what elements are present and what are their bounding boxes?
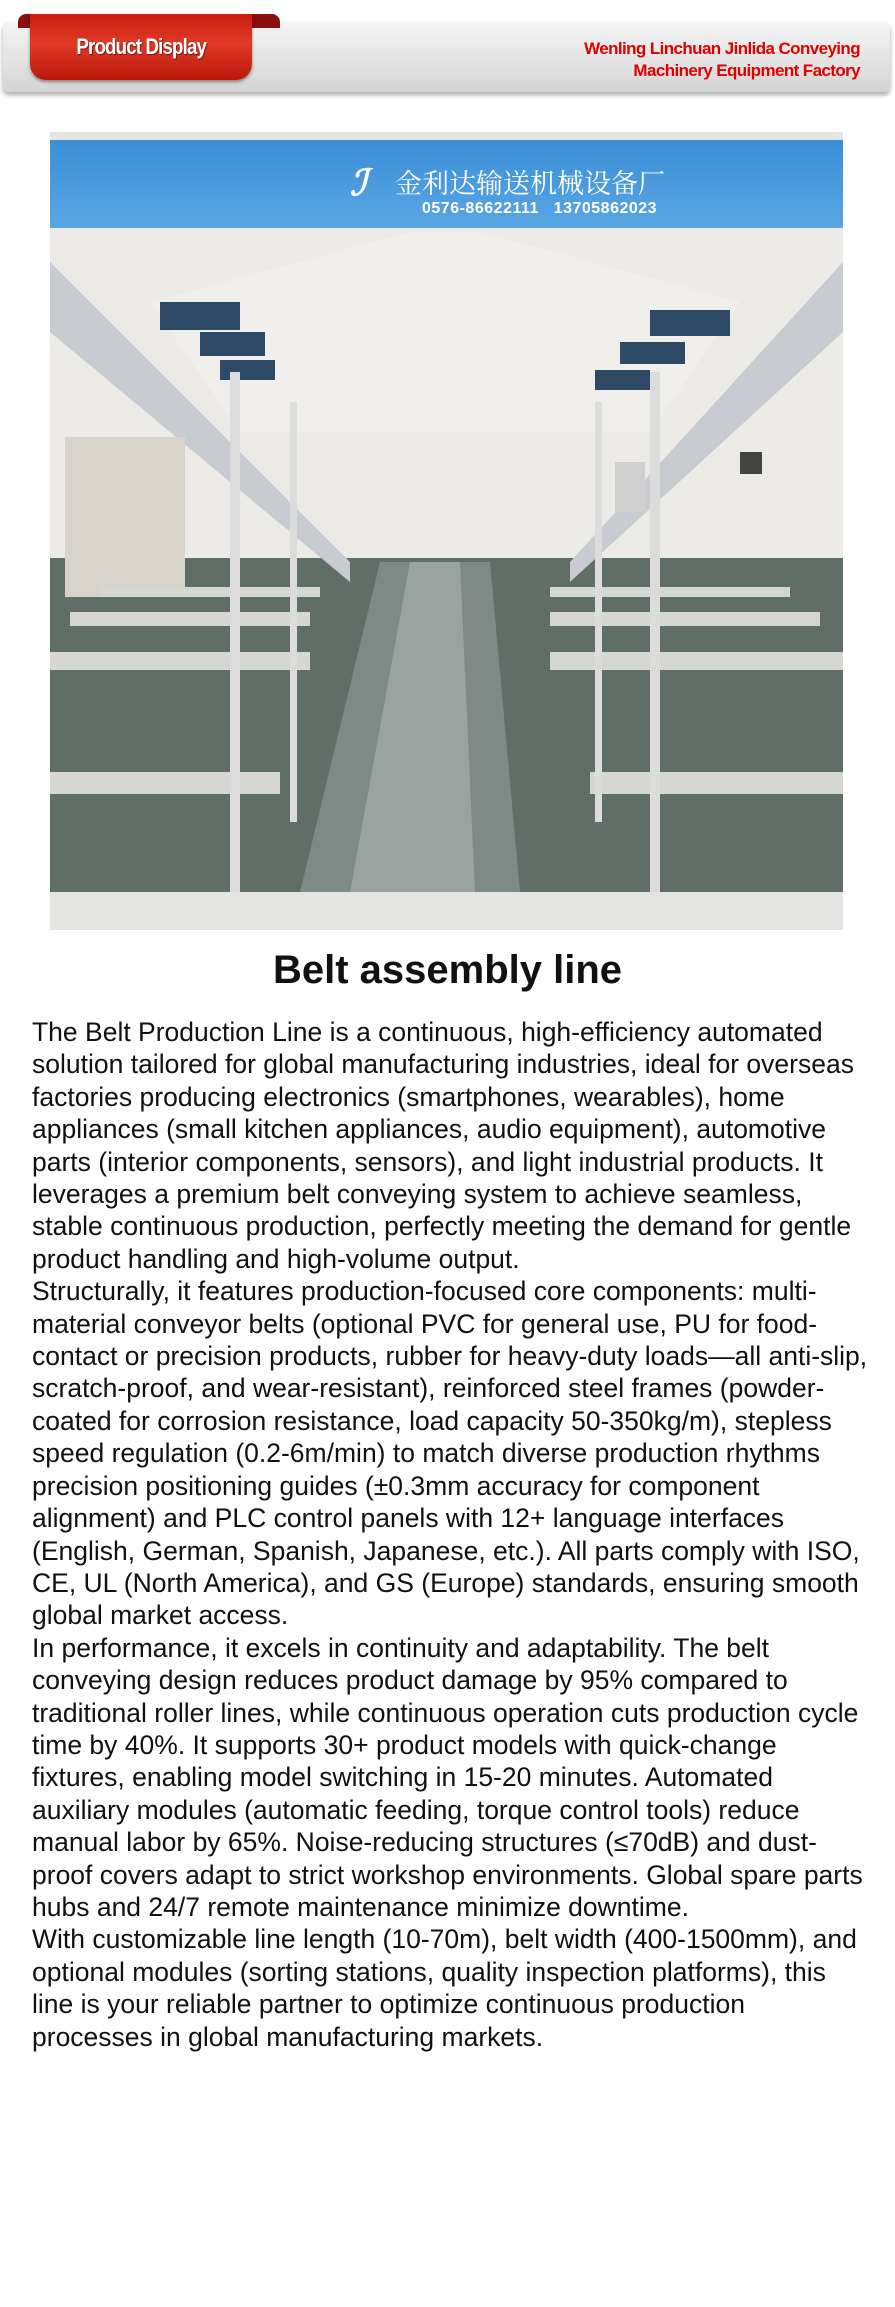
company-name [584, 38, 860, 82]
sign-phone-numbers: 0576-86622111 13705862023 [422, 200, 658, 217]
assembly-line-illustration [50, 132, 843, 930]
description-paragraph: In performance, it excels in continuity and adaptability. The belt conveying design reduces product damage by 95% compared to traditional roller lines, while continuous operation cuts production cycle time by 40%. It supports 30+ product models with quick-change fixtures, enabling model switching in 15-20 minutes. Automated auxiliary modules (automatic feeding, torque control tools) reduce manual labor by 65%. Noise-reducing structures (≤70dB) and dust-proof covers adapt to strict workshop environments. Global spare parts hubs and 24/7 remote maintenance minimize downtime. [32, 1632, 863, 1922]
factory-sign [50, 140, 843, 228]
company-line-2: Machinery Equipment Factory [633, 61, 860, 80]
product-description [32, 1016, 870, 2053]
product-display-ribbon [30, 14, 252, 80]
description-paragraph: With customizable line length (10-70m), belt width (400-1500mm), and optional modules (sorting stations, quality inspection platforms), this line is your reliable partner to optimize continuous production processes in global manufacturing markets. [32, 1924, 857, 2052]
ribbon-label: Product Display [76, 34, 206, 59]
product-photo [50, 132, 843, 930]
factory-logo-icon: ℐ [350, 162, 367, 203]
ribbon-fold-right [250, 14, 280, 28]
page-title: Belt assembly line [272, 948, 623, 992]
company-line-1: Wenling Linchuan Jinlida Conveying [584, 39, 860, 58]
description-paragraph: The Belt Production Line is a continuous, high-efficiency automated solution tailored for global manufacturing industries, ideal for overseas factories producing electronics (smartphones, wearables), home appliances (small kitchen appliances, audio equipment), automotive parts (interior components, sensors), and light industrial products. It leverages a premium belt conveying system to achieve seamless, stable continuous production, perfectly meeting the demand for gentle product handling and high-volume output. [32, 1017, 854, 1274]
sign-factory-name: 金利达输送机械设备厂 [395, 169, 665, 200]
description-paragraph: Structurally, it features production-focused core components: multi-material conveyor belts (optional PVC for general use, PU for food-contact or precision products, rubber for heavy-duty loads—all anti-slip, scratch-proof, and wear-resistant), reinforced steel frames (powder-coated for corrosion resistance, load capacity 50-350kg/m), stepless speed regulation (0.2-6m/min) to match diverse production rhythms precision positioning guides (±0.3mm accuracy for component alignment) and PLC control panels with 12+ language interfaces (English, German, Spanish, Japanese, etc.). All parts comply with ISO, CE, UL (North America), and GS (Europe) standards, ensuring smooth global market access. [32, 1276, 868, 1631]
